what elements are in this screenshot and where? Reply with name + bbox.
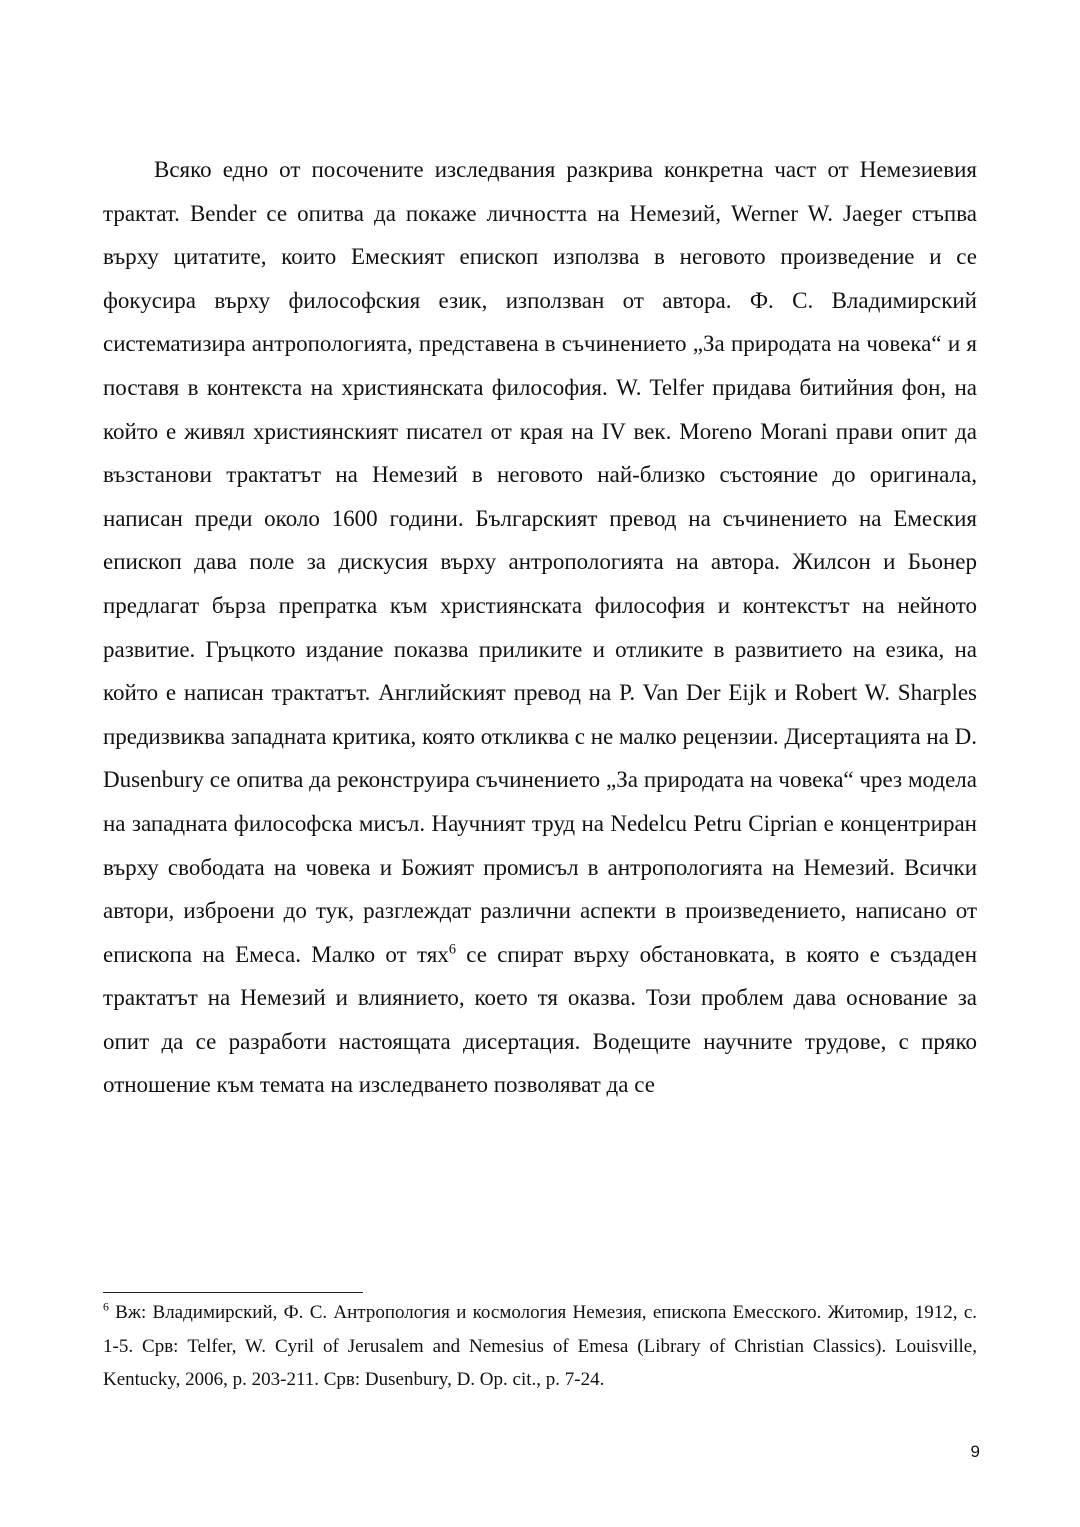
footnote-separator [103, 1292, 363, 1293]
footnote [103, 1296, 977, 1397]
paragraph-text-part-2: се спират върху обстановката, в която е създаден трактатът на Немезий и влиянието, което тя оказва. Този проблем дава основание за опит да се разработи настоящата дисертация. Водещите научните трудове, с пряко отношение към темата на изследването позволяват да се [103, 941, 978, 1098]
footnote-reference[interactable]: 6 [448, 941, 456, 958]
footnote-marker: 6 [103, 1300, 109, 1314]
page-number: 9 [970, 1442, 980, 1461]
footnote-text: Вж: Владимирский, Ф. С. Антропология и космология Немезия, епископа Емесского. Житомир, 1912, с. 1-5. Срв: Telfer, W. Cyril of Jerusalem and Nemesius of Emesa (Library of Christian Classics). Louisville, Kentucky, 2006, p. 203-211. Срв: Dusenbury, D. Op. cit., p. 7-24. [103, 1302, 977, 1390]
main-paragraph [103, 148, 977, 1107]
paragraph-text-part-1: Всяко едно от посочените изследвания разкрива конкретна част от Немезиевия трактат. Bender се опитва да покаже личността на Немезий, Werner W. Jaeger стъпва върху цитатите, които Емеският епископ използва в неговото произведение и се фокусира върху философския език, използван от автора. Ф. С. Владимирский систематизира антропологията, представена в съчинението „За природата на човека“ и я поставя в контекста на християнската философия. W. Telfer придава битийния фон, на който е живял християнският писател от края на IV век. Moreno Morani прави опит да възстанови трактатът на Немезий в неговото най-близко състояние до оригинала, написан преди около 1600 години. Българският превод на съчинението на Емеския епископ дава поле за дискусия върху антропологията на автора. Жилсон и Бьонер предлагат бърза препратка към християнската философия и контекстът на нейното развитие. Гръцкото издание показва приликите и отликите в развитието на езика, на който е написан трактатът. Английският превод на P. Van Der Eijk и Robert W. Sharples предизвиква западната критика, която откликва с не малко рецензии. Дисертацията на D. Dusenbury се опитва да реконструира съчинението „За природата на човека“ чрез модела на западната философска мисъл. Научният труд на Nedelcu Petru Ciprian е концентриран върху свободата на човека и Божият промисъл в антропологията на Немезий. Всички автори, изброени до тук, разглеждат различни аспекти в произведението, написано от епископа на Емеса. Малко от тях [103, 157, 977, 967]
